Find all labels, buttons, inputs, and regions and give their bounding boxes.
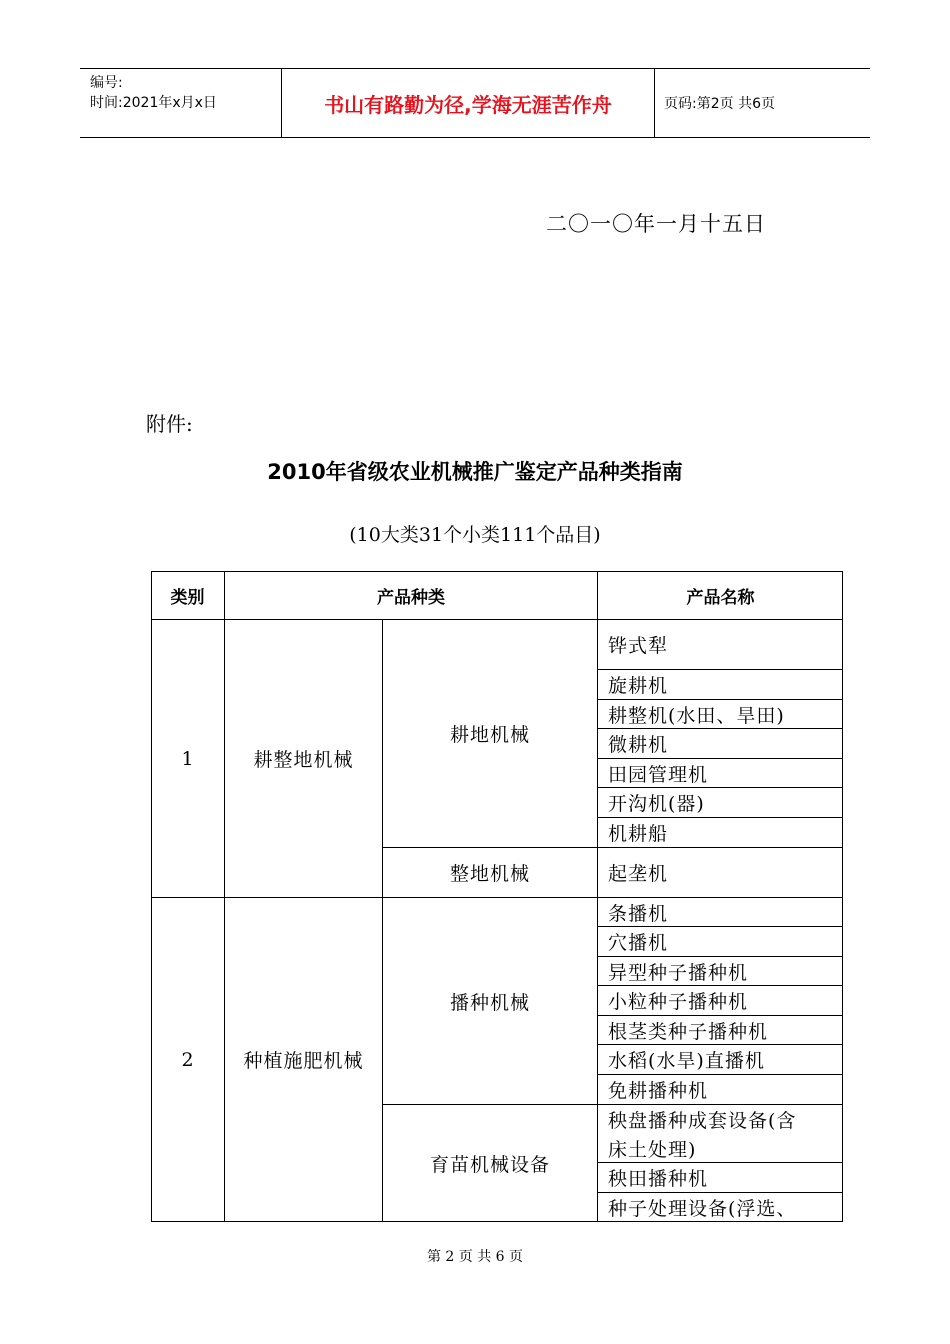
number-label: 编号:	[90, 75, 123, 91]
header-divider	[654, 69, 655, 137]
product-item: 田园管理机	[608, 763, 709, 786]
product-item: 微耕机	[608, 734, 669, 756]
product-item: 小粒种子播种机	[608, 991, 749, 1013]
header-motto: 书山有路勤为径,学海无涯苦作舟	[324, 92, 612, 117]
product-item: 旋耕机	[608, 675, 669, 697]
header-category: 类别	[170, 587, 205, 608]
product-item: 条播机	[608, 902, 669, 925]
time-label: 时间:2021年x月x日	[90, 95, 217, 111]
header-product-name: 产品名称	[686, 587, 755, 608]
subgroup-name: 整地机械	[449, 863, 530, 885]
subgroup-name: 育苗机械设备	[429, 1153, 550, 1176]
group-category: 耕整地机械	[253, 749, 354, 771]
product-item: 异型种子播种机	[608, 961, 749, 984]
product-item: 起垄机	[608, 863, 669, 885]
header-meta	[90, 73, 217, 113]
product-item: 床土处理)	[608, 1138, 697, 1161]
date-line: 二〇一〇年一月十五日	[546, 212, 766, 236]
document-subtitle: (10大类31个小类111个品目)	[349, 524, 601, 546]
product-item: 机耕船	[608, 823, 669, 845]
product-item: 耕整机(水田、旱田)	[608, 704, 785, 727]
table-border	[151, 1221, 843, 1222]
product-item: 水稻(水旱)直播机	[608, 1050, 765, 1072]
product-item: 种子处理设备(浮选、	[608, 1197, 797, 1220]
product-item: 开沟机(器)	[608, 793, 705, 815]
attachment-label: 附件:	[146, 412, 193, 436]
subgroup-name: 耕地机械	[449, 724, 530, 746]
header-product-type: 产品种类	[377, 587, 445, 608]
group-category: 种植施肥机械	[243, 1050, 364, 1072]
product-table	[151, 571, 843, 1222]
document-title: 2010年省级农业机械推广鉴定产品种类指南	[267, 460, 683, 484]
product-item: 秧田播种机	[608, 1168, 709, 1190]
header-page-info: 页码:第2页 共6页	[664, 96, 775, 112]
product-item: 铧式犁	[608, 635, 669, 657]
subgroup-name: 播种机械	[449, 991, 530, 1014]
document-header	[80, 68, 870, 138]
product-item: 免耕播种机	[608, 1080, 709, 1102]
product-item: 根茎类种子播种机	[608, 1020, 769, 1043]
product-item: 穴播机	[608, 932, 669, 954]
page-footer: 第 2 页 共 6 页	[426, 1249, 524, 1265]
group-id: 1	[181, 747, 194, 770]
product-item: 秧盘播种成套设备(含	[608, 1110, 797, 1132]
group-id: 2	[181, 1048, 194, 1071]
